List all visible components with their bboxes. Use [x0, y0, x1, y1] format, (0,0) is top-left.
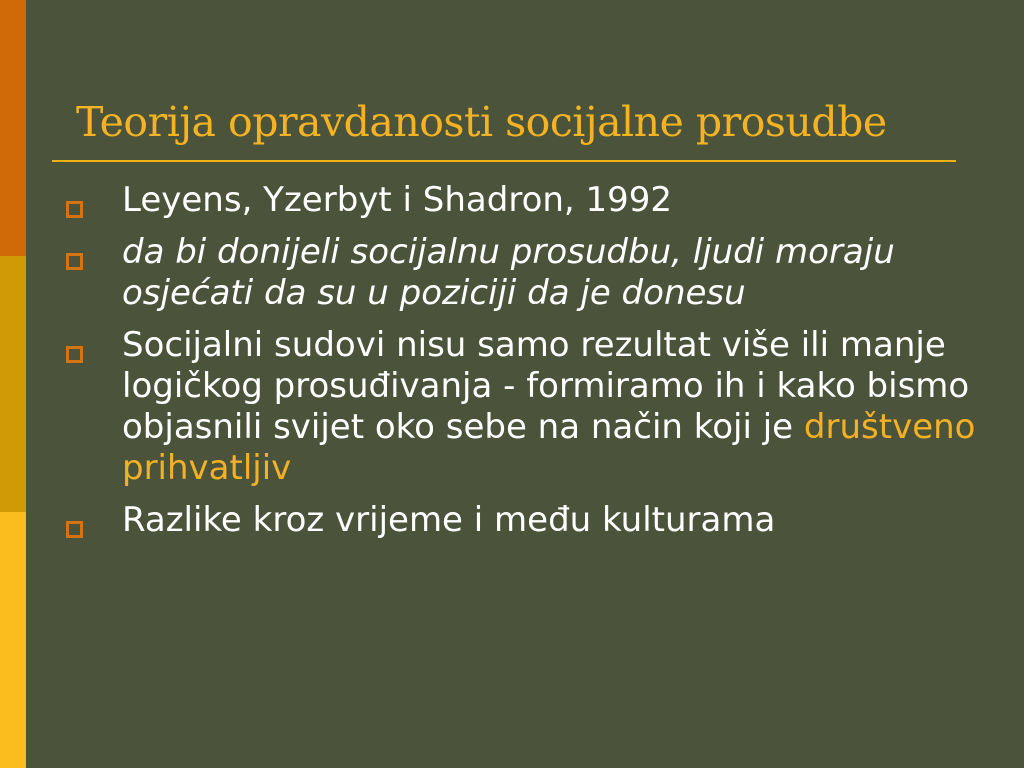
hollow-square-bullet-icon: [66, 253, 83, 270]
bullet-text: Leyens, Yzerbyt i Shadron, 1992: [122, 180, 673, 220]
slide-title: Teorija opravdanosti socijalne prosudbe: [76, 98, 887, 146]
highlighted-phrase: društveno prihvatljiv: [122, 407, 976, 488]
hollow-square-bullet-icon: [66, 201, 83, 218]
hollow-square-bullet-icon: [66, 521, 83, 538]
side-bar-bottom: [0, 512, 26, 768]
bullet-text: da bi donijeli socijalnu prosudbu, ljudi moraju osjećati da su u poziciji da je donesu: [122, 232, 895, 313]
title-underline-rule: [52, 160, 956, 162]
bullet-item: [62, 232, 992, 314]
bullet-item: [62, 325, 992, 489]
bullet-item: [62, 500, 992, 541]
bullet-text: Razlike kroz vrijeme i među kulturama: [122, 500, 776, 540]
side-bar-middle: [0, 256, 26, 512]
bullet-list: [62, 180, 992, 552]
bullet-item: [62, 180, 992, 221]
bullet-text: Socijalni sudovi nisu samo rezultat više ili manje logičkog prosuđivanja - formiramo ih i kako bismo objasnili svijet oko sebe na način koji je: [122, 325, 970, 447]
side-bar-top: [0, 0, 26, 256]
hollow-square-bullet-icon: [66, 346, 83, 363]
